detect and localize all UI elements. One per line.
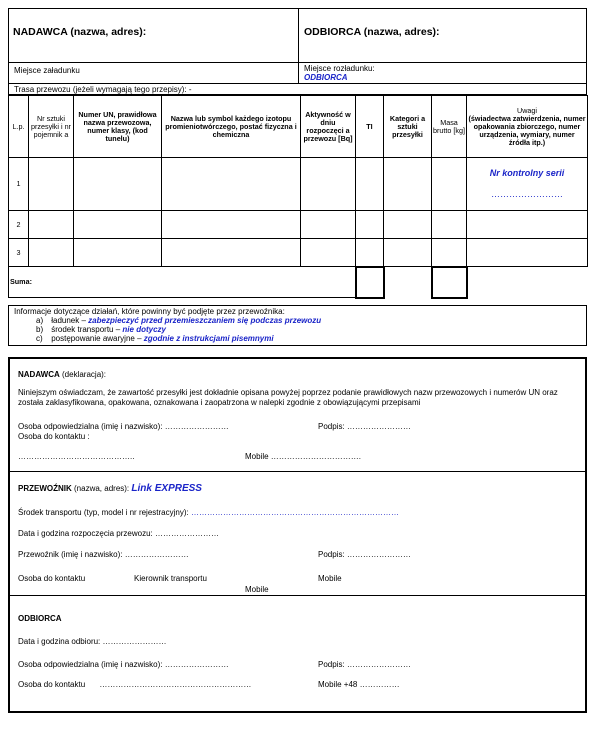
- col-header-lp: L.p.: [9, 96, 29, 158]
- recipient-responsible: Osoba odpowiedzialna (imię i nazwisko): ……………………: [18, 660, 229, 669]
- recipient-contact: Osoba do kontaktu …………………………………………………: [18, 680, 252, 689]
- unloading-place-label: Miejsce rozładunku:: [304, 64, 375, 73]
- serial-label: Nr kontrolny serii: [489, 168, 565, 178]
- serial-dots: ……………………: [491, 189, 563, 199]
- route-box: [8, 83, 587, 95]
- col-header-activity: Aktywność w dniu rozpoczęci a przewozu [Bq]: [301, 96, 356, 158]
- sender-address-box: [8, 8, 299, 63]
- col-header-ti: TI: [356, 96, 384, 158]
- recipient-section-title: ODBIORCA: [18, 614, 62, 623]
- sum-mass-cell: [432, 267, 467, 298]
- row-number: 2: [9, 211, 29, 239]
- col-header-isotope: Nazwa lub symbol każdego izotopu promieniotwórczego, postać fizyczna i chemiczna: [162, 96, 301, 158]
- recipient-section: [10, 596, 585, 711]
- remarks-body: (świadectwa zatwierdzenia, numer opakowania zbiorczego, numer urządzenia, wymiary, numer źródła itp.): [468, 113, 586, 147]
- col-header-un-number: Numer UN, prawidłowa nazwa przewozowa, numer klasy, (kod tunelu): [74, 96, 162, 158]
- sender-responsible: Osoba odpowiedzialna (imię i nazwisko): ……………………: [18, 422, 229, 431]
- sender-declaration-section: [10, 359, 585, 471]
- carrier-start-time: Data i godzina rozpoczęcia przewozu: ……………………: [18, 529, 219, 538]
- sender-title: NADAWCA (nazwa, adres):: [13, 26, 147, 38]
- remarks-title: Uwagi: [517, 105, 537, 115]
- recipient-mobile: Mobile +48 ……………: [318, 680, 400, 689]
- col-header-mass: Masa brutto [kg]: [432, 96, 467, 158]
- carrier-driver: Kierownik transportu: [134, 574, 207, 583]
- sender-section-title: NADAWCA (deklaracja):: [18, 370, 107, 379]
- remarks-cell-1: [467, 158, 588, 211]
- carrier-instructions-box: [8, 305, 587, 346]
- sender-contact: Osoba do kontaktu :: [18, 432, 90, 441]
- recipient-receipt: Data i godzina odbioru: ……………………: [18, 637, 167, 646]
- carrier-signature: Podpis: ……………………: [318, 550, 411, 559]
- loading-place-box: [8, 62, 299, 84]
- recipient-address-box: [298, 8, 587, 63]
- col-header-category: Kategori a sztuki przesyłki: [384, 96, 432, 158]
- carrier-section-title: PRZEWOŹNIK (nazwa, adres): Link EXPRESS: [18, 483, 202, 494]
- carrier-mobile: Mobile: [318, 574, 342, 583]
- sum-label: Suma:: [9, 267, 356, 298]
- carrier-vehicle: Środek transportu (typ, model i nr rejestracyjny): ……………………………………………………………………: [18, 508, 399, 517]
- carrier-contact: Osoba do kontaktu: [18, 574, 86, 583]
- declaration-text: Niniejszym oświadczam, że zawartość przesyłki jest dokładnie opisana powyżej poprzez podanie prawidłowych nazw przewozowych i numerów UN oraz została zaklasyfikowana, opakowana, oznakowana i zaopatrzona w nalepki zgodnie z obowiązującymi przepisami: [18, 388, 558, 407]
- carrier-mobile-2: Mobile: [245, 585, 269, 594]
- carrier-person: Przewoźnik (imię i nazwisko): ……………………: [18, 550, 189, 559]
- unloading-place-box: [298, 62, 587, 84]
- recipient-title: ODBIORCA (nazwa, adres):: [304, 26, 440, 38]
- row-number: 1: [9, 158, 29, 211]
- unloading-place-value: ODBIORCA: [304, 73, 348, 82]
- col-header-remarks: [467, 96, 588, 158]
- signatures-block: [8, 357, 587, 713]
- goods-table: [8, 95, 587, 297]
- row-number: 3: [9, 239, 29, 267]
- sum-ti-cell: [356, 267, 384, 298]
- sender-mobile: Mobile …………………………….: [245, 452, 362, 461]
- sender-signature: Podpis: ……………………: [318, 422, 411, 431]
- sender-contact-dots: ……………………………………..: [18, 452, 135, 461]
- col-header-parcel-no: Nr sztuki przesyłki i nr pojemnik a: [29, 96, 74, 158]
- instruction-item: a) ładunek – zabezpieczyć przed przemieszczaniem się podczas przewozu: [36, 316, 322, 325]
- instructions-intro: Informacje dotyczące działań, które powinny być podjęte przez przewoźnika:: [14, 307, 285, 316]
- instruction-item: c) postępowanie awaryjne – zgodnie z instrukcjami pisemnymi: [36, 334, 274, 343]
- carrier-section: [10, 472, 585, 595]
- instruction-item: b) środek transportu – nie dotyczy: [36, 325, 166, 334]
- recipient-signature: Podpis: ……………………: [318, 660, 411, 669]
- loading-place-label: Miejsce załadunku: [14, 66, 80, 75]
- route-label: Trasa przewozu (jeżeli wymagają tego przepisy): -: [14, 85, 192, 94]
